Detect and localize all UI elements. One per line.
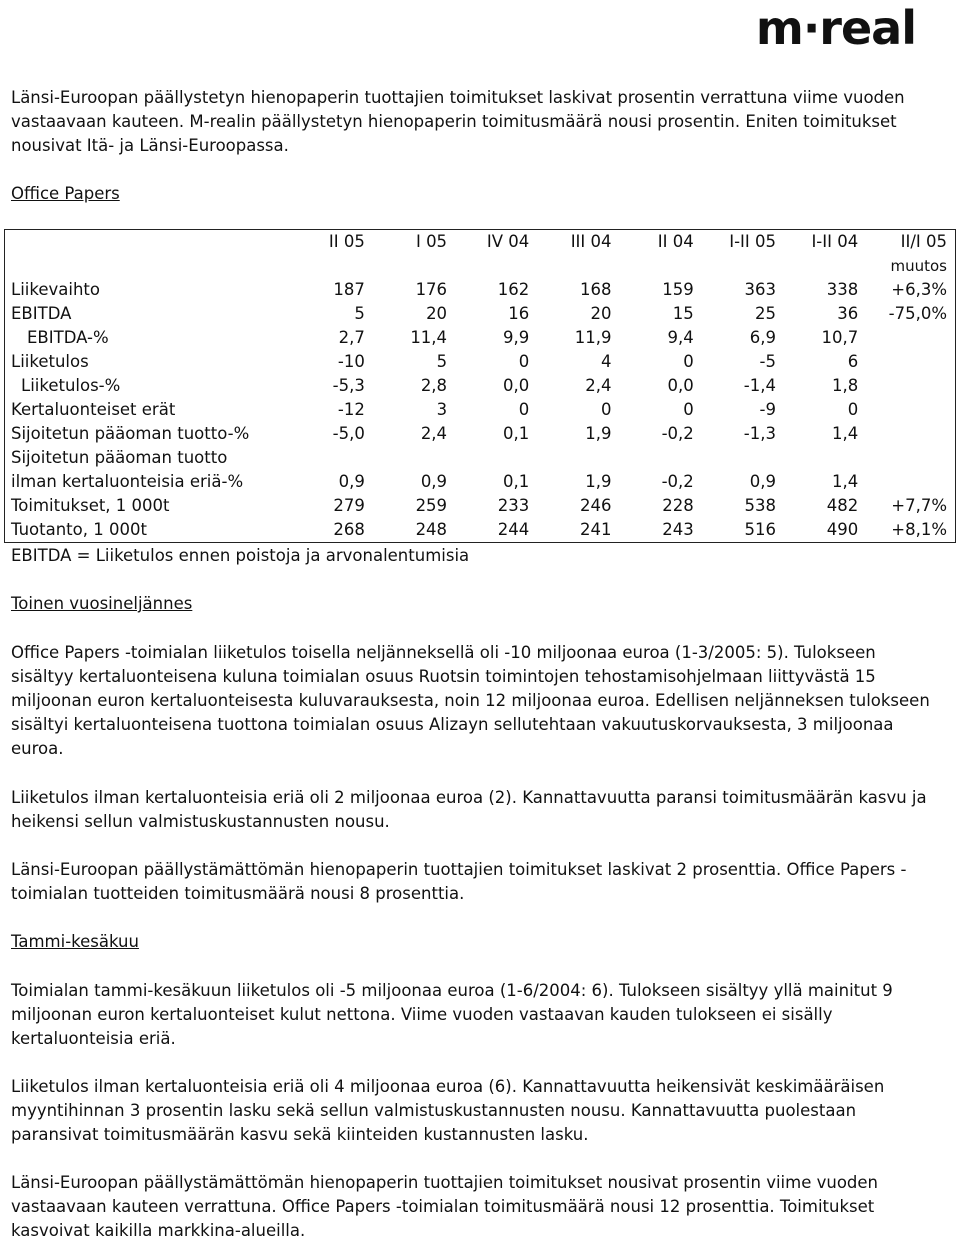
table-cell [694,446,776,470]
table-cell: 6 [847,352,859,371]
table-row [5,350,956,374]
table-cell: 268 [333,520,365,539]
table-cell: 1,4 [831,424,859,443]
table-cell [529,446,611,470]
table-cell: -9 [759,400,776,419]
table-cell: 5 [436,352,448,371]
table-cell [858,422,955,446]
row-label: EBITDA-% [27,328,109,347]
table-cell: 363 [744,280,776,299]
section-title-second-quarter: Toinen vuosineljännes [11,594,193,613]
table-row [5,422,956,446]
table-cell [858,326,955,350]
table-cell: 2,7 [338,328,365,347]
table-cell: 516 [744,520,776,539]
table-header-row [5,230,956,255]
table-cell: 162 [497,280,530,299]
table-cell: -10 [337,352,365,371]
table-row [5,518,956,543]
table-cell: -0,2 [661,472,694,491]
table-cell: -0,2 [661,424,694,443]
table-cell: 244 [497,520,530,539]
row-label: Liiketulos-% [21,376,121,395]
table-cell [858,374,955,398]
table-cell: 3 [436,400,448,419]
table-cell: 490 [826,520,859,539]
table-cell: 176 [415,280,448,299]
column-header: III 04 [570,232,612,251]
row-label: Sijoitetun pääoman tuotto [11,448,228,467]
table-cell: +8,1% [891,520,947,539]
section2-paragraph: Länsi-Euroopan päällystämättömän hienopaperin tuottajien toimitukset laskivat 2 prosenttia. Office Papers -toimialan tuotteiden toimitusmäärä nousi 8 prosenttia. [11,860,907,903]
table-cell: -75,0% [888,304,947,323]
table-cell: 279 [333,496,365,515]
row-label: Liikevaihto [11,280,100,299]
table-cell: 4 [601,352,612,371]
table-cell: 6,9 [749,328,776,347]
table-cell: 0,9 [338,472,365,491]
table-cell: 9,4 [667,328,694,347]
table-cell: -12 [337,400,365,419]
financial-table [4,229,956,543]
section3-paragraph: Toimialan tammi-kesäkuun liiketulos oli -5 miljoonaa euroa (1-6/2004: 6). Tulokseen sisältyy yllä mainitut 9 miljoonan euron kertaluonteiset kulut nettona. Viime vuoden vastaavan kauden tulokseen ei sisälly kertaluonteisia eriä. [11,981,893,1048]
table-cell: 0 [518,400,530,419]
table-cell: 2,8 [420,376,448,395]
table-cell: -5,3 [332,376,365,395]
table-cell: -1,3 [743,424,776,443]
table-cell: 11,9 [574,328,612,347]
table-cell [776,446,858,470]
column-header: II 04 [657,232,694,251]
row-label: Kertaluonteiset erät [11,400,176,419]
table-row [5,398,956,422]
table-cell: 20 [590,304,612,323]
table-cell [858,350,955,374]
table-cell: 0,1 [503,472,530,491]
table-cell: 2,4 [420,424,448,443]
table-cell: +7,7% [891,496,947,515]
table-cell: 25 [755,304,776,323]
table-cell: +6,3% [891,280,947,299]
header-label-cell [5,230,283,255]
table-cell: 259 [415,496,448,515]
row-label: Sijoitetun pääoman tuotto-% [11,424,250,443]
table-row [5,326,956,350]
table-cell: 243 [662,520,694,539]
table-row [5,470,956,494]
row-label: Liiketulos [11,352,89,371]
intro-paragraph: Länsi-Euroopan päällystetyn hienopaperin tuottajien toimitukset laskivat prosentin verrattuna viime vuoden vastaavaan kauteen. M-realin päällystetyn hienopaperin toimitusmäärä nousi prosentin. Eniten toimitukset nousivat Itä- ja Länsi-Euroopassa. [11,88,905,155]
table-cell: 0,1 [503,424,530,443]
column-header: I 05 [415,232,448,251]
column-header: II/I 05 [900,232,947,251]
column-header: II 05 [328,232,365,251]
table-cell [283,446,365,470]
table-row [5,446,956,470]
section-title-january-june: Tammi-kesäkuu [11,932,139,951]
table-cell: 0 [518,352,530,371]
table-row [5,302,956,326]
table-cell: 0,0 [667,376,694,395]
table-row [5,374,956,398]
table-cell: 0 [683,352,694,371]
table-cell: -1,4 [743,376,776,395]
table-cell: 187 [333,280,365,299]
table-cell: -5 [759,352,776,371]
table-footnote: EBITDA = Liiketulos ennen poistoja ja arvonalentumisia [11,546,470,565]
table-cell: 0 [601,400,612,419]
table-cell [858,398,955,422]
table-cell: 246 [580,496,612,515]
row-label: ilman kertaluonteisia eriä-% [11,472,244,491]
column-header: I-II 04 [811,232,859,251]
table-cell: 0,9 [420,472,448,491]
company-logo: m·real [755,1,916,55]
table-subheader-row [5,254,956,278]
table-cell: 1,4 [831,472,859,491]
table-cell: -5,0 [332,424,365,443]
table-cell: 16 [508,304,530,323]
table-cell: 11,4 [410,328,448,347]
table-cell: 2,4 [585,376,612,395]
table-cell: 0,9 [749,472,776,491]
table-cell: 0 [683,400,694,419]
table-cell: 159 [662,280,694,299]
table-cell: 15 [672,304,694,323]
column-header: I-II 05 [729,232,776,251]
row-label: EBITDA [11,304,72,323]
row-label: Tuotanto, 1 000t [11,520,147,539]
table-cell [612,446,694,470]
table-cell: 538 [744,496,776,515]
section3-paragraph: Liiketulos ilman kertaluonteisia eriä oli 4 miljoonaa euroa (6). Kannattavuutta heikensivät keskimääräisen myyntihinnan 3 prosentin lasku sekä sellun valmistuskustannusten nousu. Kannattavuutta puolestaan paransivat toimitusmäärän kasvu sekä kiinteiden kustannusten lasku. [11,1077,885,1144]
column-subheader-change: muutos [890,257,947,275]
table-cell: 1,9 [585,424,612,443]
table-cell [365,446,447,470]
table-row [5,278,956,302]
section2-paragraph: Liiketulos ilman kertaluonteisia eriä oli 2 miljoonaa euroa (2). Kannattavuutta paransi toimitusmäärän kasvu ja heikensi sellun valmistuskustannusten nousu. [11,788,927,831]
table-cell: 10,7 [821,328,859,347]
table-cell: 1,9 [585,472,612,491]
table-cell [447,446,529,470]
table-cell: 248 [415,520,448,539]
section2-paragraph: Office Papers -toimialan liiketulos toisella neljänneksellä oli -10 miljoonaa euroa (1-3/2005: 5). Tulokseen sisältyy kertaluonteisena kuluna toimialan osuus Ruotsin toimintojen tehostamisohjelmaan liittyvästä 15 miljoonan euron kertaluonteisesta kuluvarauksesta, noin 12 miljoonaa euroa. Edellisen neljänneksen tulokseen sisältyi kertaluonteisena tuottona toimialan osuus Alizayn sellutehtaan vakuutuskorvauksesta, 3 miljoonaa euroa. [11,643,930,758]
table-cell: 1,8 [831,376,859,395]
table-cell: 228 [662,496,694,515]
row-label: Toimitukset, 1 000t [11,496,170,515]
table-cell: 241 [580,520,612,539]
table-cell [858,446,955,470]
table-cell: 36 [837,304,859,323]
table-cell: 482 [826,496,859,515]
table-cell: 0,0 [503,376,530,395]
table-cell: 168 [580,280,612,299]
section-title-office-papers: Office Papers [11,184,120,203]
table-cell: 5 [354,304,365,323]
table-cell: 0 [847,400,859,419]
table-row [5,494,956,518]
column-header: IV 04 [486,232,530,251]
section3-paragraph: Länsi-Euroopan päällystämättömän hienopaperin tuottajien toimitukset nousivat prosentin viime vuoden vastaavaan kauteen verrattuna. Office Papers -toimialan toimitusmäärä nousi 12 prosenttia. Toimitukset kasvoivat kaikilla markkina-alueilla. [11,1173,878,1240]
table-cell: 9,9 [503,328,530,347]
table-cell: 20 [426,304,448,323]
table-cell: 233 [497,496,530,515]
table-cell [858,470,955,494]
table-cell: 338 [826,280,859,299]
